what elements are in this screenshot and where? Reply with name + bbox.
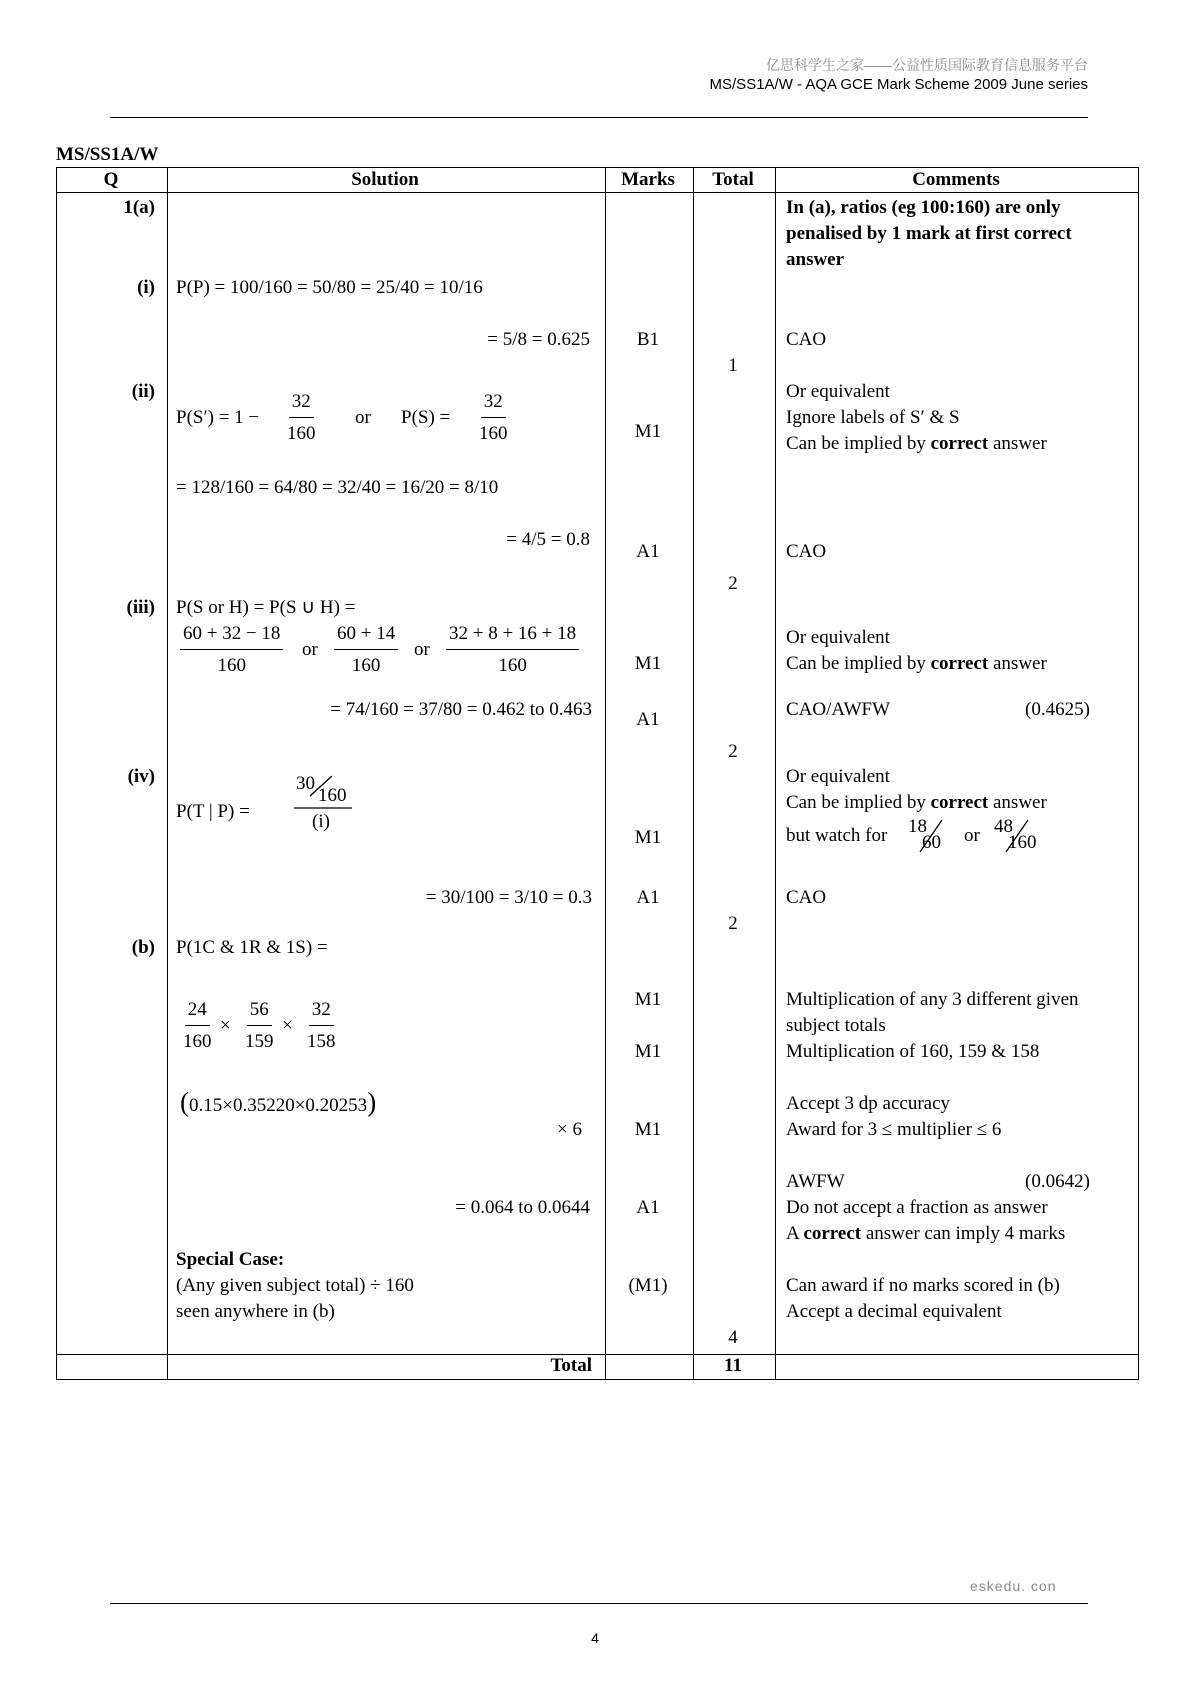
b-mark-4: A1 bbox=[636, 1197, 660, 1218]
b-comment-5-value: (0.0642) bbox=[1025, 1171, 1090, 1192]
iii-frac2-den: 160 bbox=[351, 655, 381, 676]
header-marks: Marks bbox=[621, 169, 675, 190]
iii-fraction-1 bbox=[180, 622, 283, 678]
b-frac3-den: 158 bbox=[307, 1031, 336, 1052]
b-frac1-num: 24 bbox=[185, 998, 210, 1026]
ii-comment-3-pre: Can be implied by bbox=[786, 433, 926, 454]
iii-fraction-3 bbox=[446, 622, 579, 678]
iii-comment-2 bbox=[786, 652, 1047, 676]
b-fraction-1 bbox=[180, 998, 215, 1054]
iv-comment-2 bbox=[786, 791, 1047, 815]
iv-w2-den: 160 bbox=[1008, 832, 1037, 853]
ii-solution-line2: = 128/160 = 64/80 = 32/40 = 16/20 = 8/10 bbox=[176, 477, 499, 498]
iv-probability: P(T | P) = bbox=[176, 801, 250, 822]
b-comment-7-pre: A bbox=[786, 1223, 799, 1244]
iv-solution-line2: = 30/100 = 3/10 = 0.3 bbox=[425, 887, 592, 908]
b-comment-6: Do not accept a fraction as answer bbox=[786, 1197, 1048, 1218]
header-solution: Solution bbox=[351, 169, 419, 190]
b-total: 4 bbox=[728, 1327, 738, 1348]
page-header bbox=[710, 55, 1088, 95]
b-mark-3: M1 bbox=[634, 1119, 662, 1140]
part-a-note-line1: In (a), ratios (eg 100:160) are only bbox=[786, 197, 1061, 218]
iii-mark-2: A1 bbox=[636, 709, 660, 730]
i-comment: CAO bbox=[786, 329, 827, 350]
iii-frac2-num: 60 + 14 bbox=[334, 622, 398, 650]
mark-scheme-title: MS/SS1A/W - AQA GCE Mark Scheme 2009 June series bbox=[709, 76, 1088, 93]
b-frac1-den: 160 bbox=[183, 1031, 212, 1052]
header-total: Total bbox=[712, 169, 754, 190]
iii-solution-line1: P(S or H) = P(S ∪ H) = bbox=[176, 597, 356, 618]
iv-fraction bbox=[294, 772, 358, 830]
iii-frac3-num: 32 + 8 + 16 + 18 bbox=[446, 622, 579, 650]
i-solution-line2: = 5/8 = 0.625 bbox=[487, 329, 590, 350]
ii-complement: P(S′) = 1 − bbox=[176, 407, 260, 428]
ii-total: 2 bbox=[728, 573, 738, 594]
iv-watch-or: or bbox=[964, 825, 980, 846]
b-comment-1b: subject totals bbox=[786, 1015, 886, 1036]
iv-comment-3: but watch for bbox=[786, 825, 888, 846]
iv-denominator: (i) bbox=[312, 811, 330, 832]
b-paren-open: ( bbox=[180, 1087, 189, 1117]
iv-comment-2-pre: Can be implied by bbox=[786, 792, 926, 813]
iv-comment-2-post: answer bbox=[993, 792, 1047, 813]
iii-solution-line2: = 74/160 = 37/80 = 0.462 to 0.463 bbox=[330, 699, 592, 720]
iv-w1-den: 60 bbox=[922, 832, 941, 853]
iv-comment-4: CAO bbox=[786, 887, 827, 908]
b-mark-5: (M1) bbox=[628, 1275, 668, 1296]
b-comment-8: Can award if no marks scored in (b) bbox=[786, 1275, 1060, 1296]
i-mark: B1 bbox=[636, 329, 660, 350]
iv-num-b: 160 bbox=[318, 785, 347, 806]
b-comment-4: Award for 3 ≤ multiplier ≤ 6 bbox=[786, 1119, 1002, 1140]
iii-comment-2-bold: correct bbox=[930, 653, 989, 674]
b-mark-2: M1 bbox=[634, 1041, 662, 1062]
ii-fraction-1 bbox=[284, 390, 319, 446]
ii-frac1-den: 160 bbox=[287, 423, 316, 444]
iv-comment-1: Or equivalent bbox=[786, 766, 890, 787]
header-row-divider bbox=[57, 192, 1138, 193]
q-label-i: (i) bbox=[137, 277, 155, 298]
i-total: 1 bbox=[728, 355, 738, 376]
platform-banner: 亿思科学生之家——公益性质国际教育信息服务平台 bbox=[766, 57, 1088, 73]
iv-mark-1: M1 bbox=[634, 827, 662, 848]
b-result: = 0.064 to 0.0644 bbox=[455, 1197, 590, 1218]
b-solution-line1: P(1C & 1R & 1S) = bbox=[176, 937, 328, 958]
b-fraction-2 bbox=[242, 998, 277, 1054]
iv-mark-2: A1 bbox=[636, 887, 660, 908]
iii-comment-2-post: answer bbox=[993, 653, 1047, 674]
ii-comment-4: CAO bbox=[786, 541, 827, 562]
footer-site: eskedu. con bbox=[970, 1578, 1057, 1594]
part-a-note-line3: answer bbox=[786, 249, 845, 270]
header-q: Q bbox=[103, 169, 119, 190]
ii-comment-3-bold: correct bbox=[930, 433, 989, 454]
ii-ps: P(S) = bbox=[401, 407, 451, 428]
document-code: MS/SS1A/W bbox=[56, 144, 159, 165]
ii-mark-1: M1 bbox=[634, 421, 662, 442]
iii-frac1-num: 60 + 32 − 18 bbox=[180, 622, 283, 650]
iii-comment-2-pre: Can be implied by bbox=[786, 653, 926, 674]
b-special-title: Special Case: bbox=[176, 1249, 285, 1270]
header-rule bbox=[110, 117, 1088, 118]
b-comment-7-post: answer can imply 4 marks bbox=[865, 1223, 1066, 1244]
ii-frac1-num: 32 bbox=[289, 390, 314, 418]
b-times-1: × bbox=[220, 1015, 231, 1036]
b-paren-close: ) bbox=[367, 1087, 377, 1117]
col-divider-marks bbox=[693, 168, 694, 1379]
col-divider-q bbox=[167, 168, 168, 1379]
b-comment-2: Multiplication of 160, 159 & 158 bbox=[786, 1041, 1040, 1062]
b-comment-7-bold: correct bbox=[803, 1223, 862, 1244]
iv-w2-num: 48 bbox=[994, 816, 1013, 837]
iv-num-a: 30 bbox=[296, 773, 315, 794]
b-comment-5: AWFW bbox=[786, 1171, 845, 1192]
iv-w1-num: 18 bbox=[908, 816, 927, 837]
q-label-1a: 1(a) bbox=[123, 197, 155, 218]
ii-comment-1: Or equivalent bbox=[786, 381, 890, 402]
b-decimal: 0.15×0.35220×0.20253 bbox=[189, 1095, 368, 1116]
b-special-line1: (Any given subject total) ÷ 160 bbox=[176, 1275, 414, 1296]
col-divider-total bbox=[775, 168, 776, 1379]
ii-frac2-num: 32 bbox=[481, 390, 506, 418]
b-frac3-num: 32 bbox=[309, 998, 334, 1026]
iii-frac1-den: 160 bbox=[217, 655, 246, 676]
iv-watch-fraction-1 bbox=[908, 816, 968, 860]
header-comments: Comments bbox=[912, 169, 1000, 190]
b-comment-9: Accept a decimal equivalent bbox=[786, 1301, 1002, 1322]
q-label-ii: (ii) bbox=[131, 381, 155, 402]
total-row-value: 11 bbox=[724, 1355, 742, 1376]
iii-total: 2 bbox=[728, 741, 738, 762]
q-label-b: (b) bbox=[131, 937, 155, 958]
ii-mark-2: A1 bbox=[636, 541, 660, 562]
b-fraction-3 bbox=[304, 998, 339, 1054]
part-a-note-line2: penalised by 1 mark at first correct bbox=[786, 223, 1072, 244]
iii-comment-1: Or equivalent bbox=[786, 627, 890, 648]
b-times-6: × 6 bbox=[557, 1119, 582, 1140]
ii-fraction-2 bbox=[476, 390, 511, 446]
iii-mark-1: M1 bbox=[634, 653, 662, 674]
iv-total: 2 bbox=[728, 913, 738, 934]
q-label-iv: (iv) bbox=[127, 766, 155, 787]
total-row-divider bbox=[57, 1354, 1138, 1355]
b-frac2-den: 159 bbox=[245, 1031, 274, 1052]
b-comment-7 bbox=[786, 1222, 1065, 1246]
iv-watch-fraction-2 bbox=[994, 816, 1054, 860]
b-decimal-product bbox=[180, 1087, 377, 1118]
page-number: 4 bbox=[591, 1630, 599, 1646]
ii-or: or bbox=[355, 407, 371, 428]
iii-comment-3-value: (0.4625) bbox=[1025, 699, 1090, 720]
q-label-iii: (iii) bbox=[126, 597, 155, 618]
ii-frac2-den: 160 bbox=[479, 423, 508, 444]
b-times-2: × bbox=[282, 1015, 293, 1036]
i-solution-line1: P(P) = 100/160 = 50/80 = 25/40 = 10/16 bbox=[176, 277, 483, 298]
footer-rule bbox=[110, 1603, 1088, 1604]
col-divider-solution bbox=[605, 168, 606, 1379]
ii-solution-line3: = 4/5 = 0.8 bbox=[506, 529, 590, 550]
total-row-label: Total bbox=[550, 1355, 592, 1376]
iii-or-2: or bbox=[414, 639, 430, 660]
iii-comment-3: CAO/AWFW bbox=[786, 699, 891, 720]
b-mark-1: M1 bbox=[634, 989, 662, 1010]
iii-fraction-2 bbox=[334, 622, 398, 678]
b-frac2-num: 56 bbox=[247, 998, 272, 1026]
ii-comment-3 bbox=[786, 432, 1047, 456]
iv-comment-2-bold: correct bbox=[930, 792, 989, 813]
ii-comment-3-post: answer bbox=[993, 433, 1047, 454]
b-special-line2: seen anywhere in (b) bbox=[176, 1301, 335, 1322]
iii-or-1: or bbox=[302, 639, 318, 660]
b-comment-3: Accept 3 dp accuracy bbox=[786, 1093, 951, 1114]
iii-frac3-den: 160 bbox=[498, 655, 527, 676]
ii-comment-2: Ignore labels of S′ & S bbox=[786, 407, 960, 428]
b-comment-1: Multiplication of any 3 different given bbox=[786, 989, 1079, 1010]
